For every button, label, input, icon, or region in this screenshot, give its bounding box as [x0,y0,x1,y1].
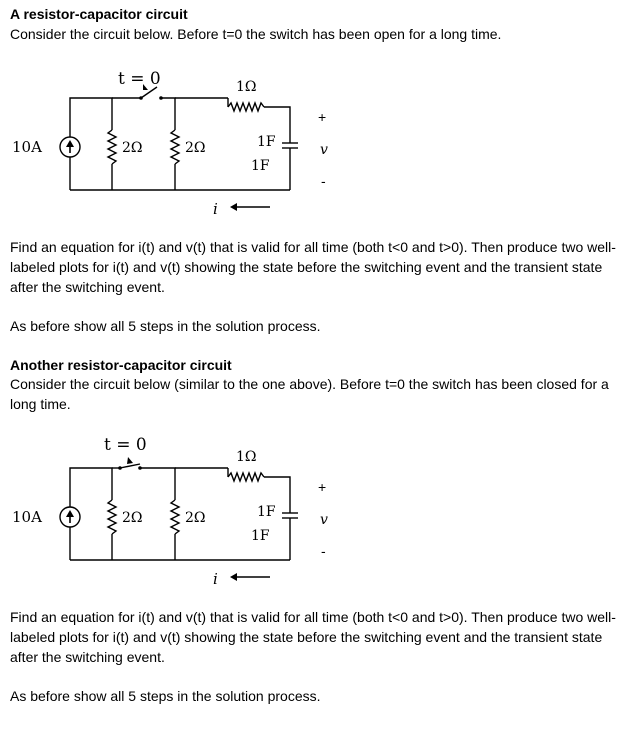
switch-blade [120,464,140,468]
cap-label-top: 1F [257,134,276,150]
resistor-2ohm-left [108,130,116,164]
wire-to-capacitor [264,107,290,135]
problem1-heading: A resistor-capacitor circuit [10,6,188,22]
problem1-circuit-diagram [0,60,380,215]
r3-label: 1Ω [236,449,257,465]
problem1-steps-note: As before show all 5 steps in the solution process. [10,318,321,334]
source-label: 10A [12,508,42,526]
i-label: i [213,200,218,215]
r2-label: 2Ω [185,140,206,156]
problem2-question: Find an equation for i(t) and v(t) that is valid for all time (both t<0 and t>0). Then produce two well-labeled plots for i(t) and v(t) showing the state before the switching event and the transient state after the switching event. [10,609,616,665]
switch-label: t = 0 [118,69,161,89]
resistor-2ohm-right [171,500,179,534]
r3-label: 1Ω [236,79,257,95]
problem2-intro: Consider the circuit below (similar to the one above). Before t=0 the switch has been closed for a long time. [10,376,609,412]
resistor-1ohm [228,473,264,481]
resistor-1ohm [228,103,264,111]
current-arrow-head [230,203,237,211]
switch-label: t = 0 [104,435,147,455]
cap-label-top: 1F [257,504,276,520]
v-label: v [320,512,328,528]
problem1-intro: Consider the circuit below. Before t=0 the switch has been open for a long time. [10,26,502,42]
problem2-steps-note: As before show all 5 steps in the solution process. [10,688,321,704]
top-wire-left [70,468,112,473]
source-arrow-up [66,510,74,517]
problem2-heading: Another resistor-capacitor circuit [10,357,232,373]
problem2-circuit-diagram [0,430,380,585]
r1-label: 2Ω [122,140,143,156]
v-minus: - [321,543,326,559]
r1-label: 2Ω [122,510,143,526]
v-plus: + [318,479,327,495]
cap-label-bottom: 1F [251,158,270,174]
v-label: v [320,142,328,158]
v-minus: - [321,173,326,189]
source-arrow-up [66,140,74,147]
resistor-2ohm-right [171,130,179,164]
resistor-2ohm-left [108,500,116,534]
top-wire-left [70,98,112,103]
v-plus: + [318,109,327,125]
wire-to-capacitor [264,477,290,505]
cap-label-bottom: 1F [251,528,270,544]
switch-lead-right [161,98,175,103]
i-label: i [213,570,218,585]
switch-action-arrow [127,457,133,464]
source-label: 10A [12,138,42,156]
current-arrow-head [230,573,237,581]
switch-lead-right [140,468,175,473]
problem1-question: Find an equation for i(t) and v(t) that is valid for all time (both t<0 and t>0). Then produce two well-labeled plots for i(t) and v(t) showing the state before the switching event and the transient state after the switching event. [10,239,616,295]
r2-label: 2Ω [185,510,206,526]
